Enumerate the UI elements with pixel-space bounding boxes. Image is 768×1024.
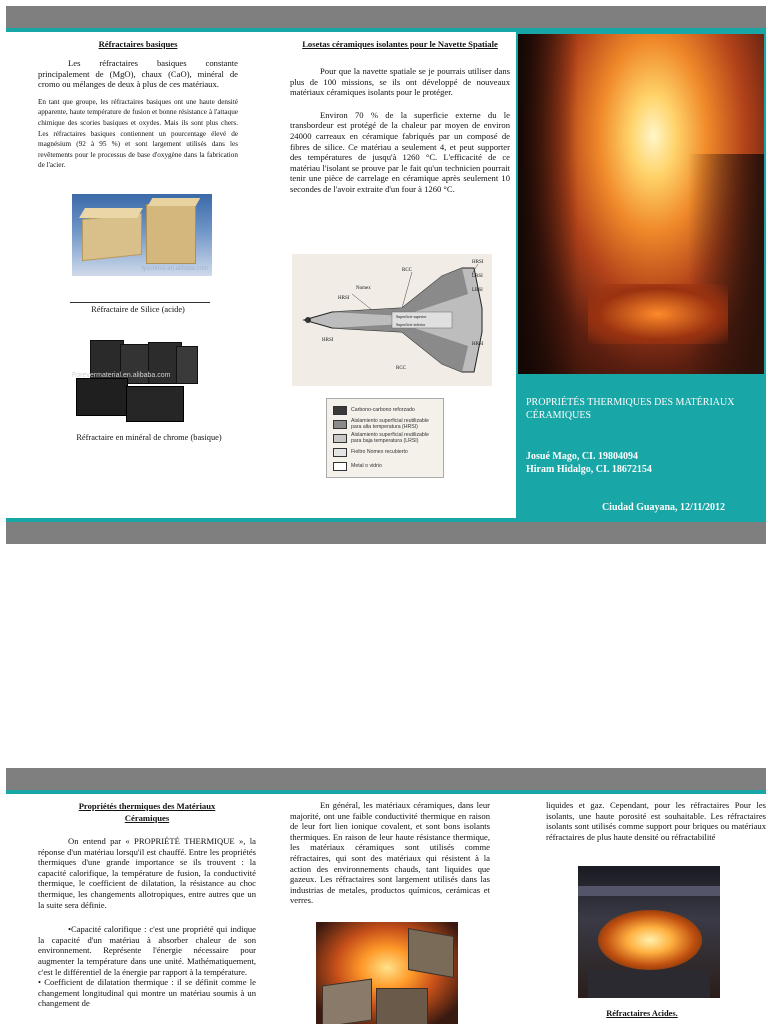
legend-row <box>333 417 437 431</box>
shuttle-label: HRSI <box>472 342 484 347</box>
ceramics-general-p: En général, les matériaux céramiques, dans leur majorité, ont une faible conductivité thermique en raison de leur fort lien ionique covalent, et sont bons isolants thermiques. En raison de leur haute résistance thermique, les matériaux céramiques sont utilisés comme réfractaires, qui sont des matériaux qui résistent à la action des environnements chauds, tant liquides que gazeux. Les réfractaires sont largement utilisés dans las industrias de metales, productos químicos, cerámicas et verres. <box>290 800 490 906</box>
author-1: Josué Mago, CI. 19804094 <box>526 451 638 462</box>
top-gray-band <box>6 6 766 28</box>
legend-label: Aislamiento superficial reutilizable para alta temperatura (HRSI) <box>351 418 429 430</box>
expansion-coef-p: • Coefficient de dilatation thermique : il se définit comme le changement longitudinal qui montre un matériau soumis à un changement de <box>38 977 256 1009</box>
fire-brick-photo <box>316 922 458 1024</box>
shuttle-tiles-heading: Losetas céramiques isolantes pour le Navette Spatiale <box>302 39 498 49</box>
basic-refractories-heading: Réfractaires basiques <box>98 39 178 49</box>
insulating-refractories-p: liquides et gaz. Cependant, pour les réfractaires Pour les isolants, une haute porosité est souhaitable. Les réfractaires isolants sont utilisés comme support pour briques ou matériaux réfractaires de plus haute densité ou réfractabilité <box>546 800 766 842</box>
shuttle-label: HRSI <box>338 296 350 301</box>
legend-row <box>333 459 437 473</box>
chrome-caption: Réfractaire en minéral de chrome (basique) <box>76 433 222 442</box>
legend-swatch <box>333 406 347 415</box>
legend-label: Metal o vidrio <box>351 463 382 469</box>
legend-swatch <box>333 420 347 429</box>
shuttle-label: RCC <box>396 366 407 371</box>
page2-top-gray-band <box>6 768 766 790</box>
acid-refractories-caption: Réfractaires Acides. <box>606 1009 678 1018</box>
page2-col3 <box>546 800 766 849</box>
cover-place-date: Ciudad Guayana, 12/11/2012 <box>601 502 726 513</box>
legend-row <box>333 445 437 459</box>
caption-underline <box>70 302 210 303</box>
legend-swatch <box>333 462 347 471</box>
thermal-props-heading: Propriétés thermiques des Matériaux Céramiques <box>78 801 216 823</box>
cover-title: PROPRIÉTÉS THERMIQUES DES MATÉRIAUX CÉRAMIQUES <box>526 397 735 421</box>
legend-swatch <box>333 434 347 443</box>
page2-top-teal <box>6 790 766 794</box>
shuttle-tiles-p1: Pour que la navette spatiale se je pourrais utiliser dans plus de 100 missions, se ils ont développé de nouveaux matériaux céramiques isolants pour le protéger. <box>290 66 510 98</box>
furnace-photo <box>578 866 720 998</box>
legend-label: Carbono-carbono reforzado <box>351 407 415 413</box>
shuttle-label: Superficie inferior <box>396 322 426 327</box>
shuttle-label: HRSI <box>322 338 334 343</box>
silica-caption: Réfractaire de Silice (acide) <box>91 305 185 314</box>
shuttle-label: LRSI <box>472 288 483 293</box>
page1-bottom-gray-band <box>6 522 766 544</box>
legend-label: Fieltro Nomex recubierto <box>351 449 408 455</box>
legend-row <box>333 403 437 417</box>
shuttle-legend <box>326 398 444 478</box>
shuttle-label: Superficie superior <box>396 314 427 319</box>
chrome-brick-image <box>72 334 200 426</box>
shuttle-label: Nomex <box>356 286 371 291</box>
molten-metal-photo <box>518 34 764 374</box>
heat-capacity-p: •Capacité calorifique : c'est une propriété qui indique la capacité d'un matériau à absorber chaleur de son environnement. Représente l'énergie nécessaire pour augmenter la température dans une unité. Mathématiquement, c'est le différentiel de la énergie par rapport à la température. <box>38 924 256 977</box>
author-2: Hiram Hidalgo, CI. 18672154 <box>526 464 652 475</box>
chrome-image-watermark: Forevermaterial.en.alibaba.com <box>72 372 171 379</box>
shuttle-diagram <box>292 254 492 386</box>
basic-refractories-p1: Les réfractaires basiques constante principalement de (MgO), chaux (CaO), minéral de cromo ou mélanges de deux à plus de ces matériaux. <box>38 58 238 90</box>
basic-refractories-p2: En tant que groupe, les réfractaires basiques ont une haute densité apparente, haute température de fusion et bonne résistance à l'attaque chimique des scories basiques et oxydes. Mais ils sont plus chers. Les réfractaires basiques contiennent un pourcentage élevé de magnésium (92 à 95 %) et sont largement utilisés dans les revêtements pour le processus de base d'oxygène dans la fabrication de l'acier. <box>38 97 238 170</box>
shuttle-label: RCC <box>402 268 413 273</box>
page2-col2 <box>290 800 490 913</box>
page2-col1 <box>38 800 256 1016</box>
shuttle-label: HRSI <box>472 260 484 265</box>
shuttle-tiles-p2: Environ 70 % de la superficie externe du le transbordeur est protégé de la chaleur par moyen de environ 24000 carreaux en céramique fabriqués par un composé de fibres de silice. Ce matériau a seulement 4, et peut supporter des températures de jusqu'à 1260 °C. L'efficacité de ce matériau l'isolant se prouve par le fait qu'un technicien pourrait tenir une pièce de carrelage en céramique après seulement 10 secondes de l'avoir extraite d'un four à 1260 °C. <box>290 109 510 194</box>
legend-swatch <box>333 448 347 457</box>
shuttle-label: LRSI <box>472 274 483 279</box>
silica-brick-image <box>72 194 212 276</box>
legend-row <box>333 431 437 445</box>
page1-col1 <box>38 38 238 178</box>
silica-image-watermark: tysunrise.en.alibaba.com <box>141 266 208 272</box>
page1-col2 <box>290 38 510 202</box>
thermal-props-p1: On entend par « PROPRIÉTÉ THERMIQUE », la réponse d'un matériau lorsqu'il est chauffé. Entre les propriétés thermiques d'une grande importance se ils trouvent : la capacité calorifique, la température de fusion, la conductivité thermique, le coefficient de dilatation, la résistance au choc thermique, les changements allotropiques, entre autres que un la suite sera définie. <box>38 836 256 910</box>
legend-label: Aislamiento superficial reutilizable para baja temperatura (LRSI) <box>351 432 429 444</box>
cover-authors <box>526 450 761 476</box>
